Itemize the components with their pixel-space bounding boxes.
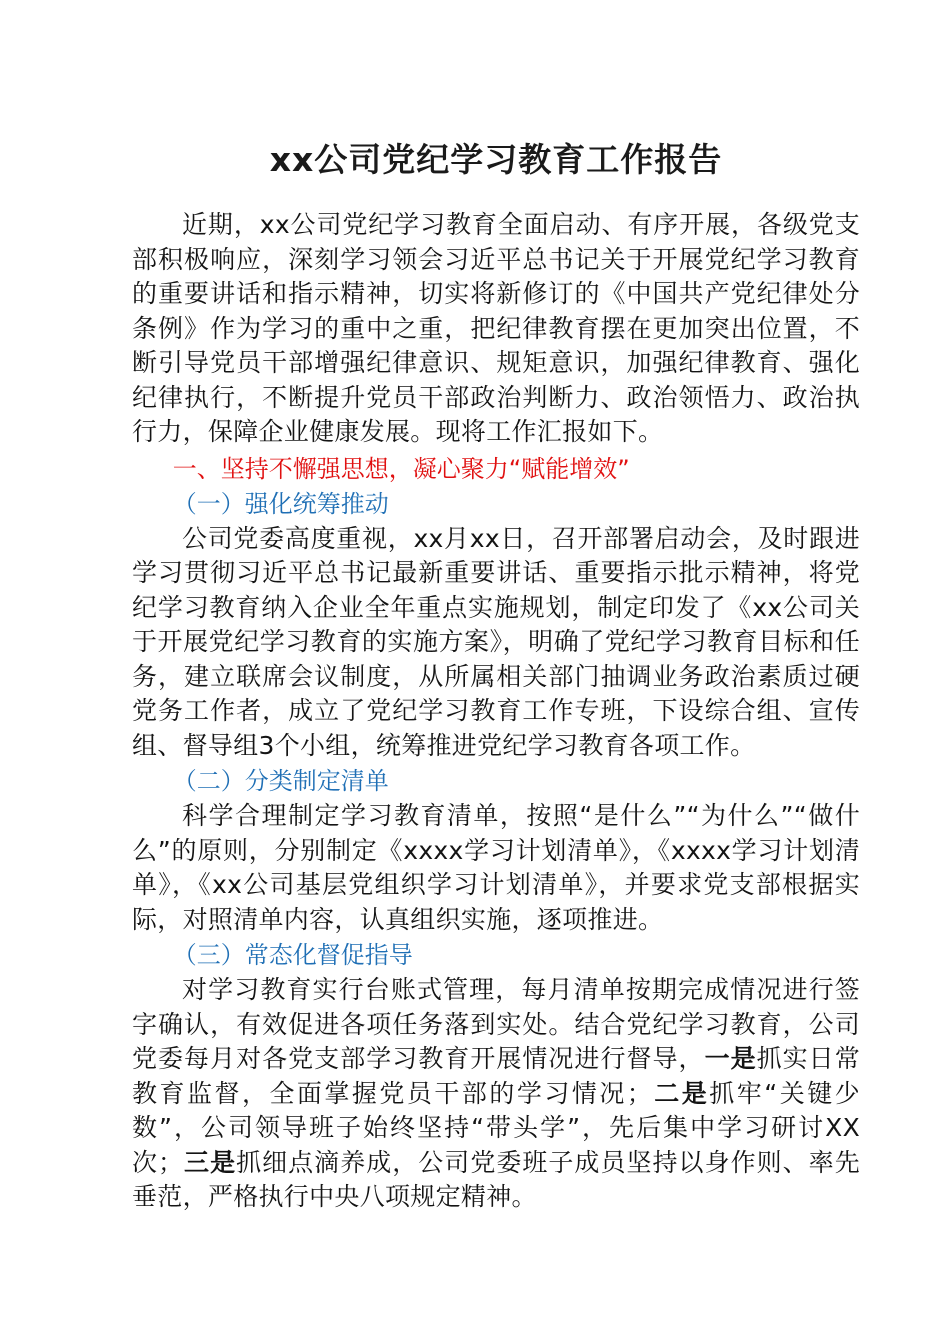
intro-paragraph: 近期，xx公司党纪学习教育全面启动、有序开展，各级党支部积极响应，深刻学习领会习近平总书记关于开展党纪学习教育的重要讲话和指示精神，切实将新修订的《中国共产党纪律处分条例》作为学习的重中之重，把纪律教育摆在更加突出位置，不断引导党员干部增强纪律意识、规矩意识，加强纪律教育、强化纪律执行，不断提升党员干部政治判断力、政治领悟力、政治执行力，保障企业健康发展。现将工作汇报如下。	[132, 210, 860, 446]
subsection-heading-2: （二）分类制定清单	[172, 767, 389, 795]
body-text-segment: 抓细点滴养成，公司党委班子成员坚持以身作则、率先垂范，严格执行中央八项规定精神。	[132, 1147, 860, 1211]
body-text-segment: 对学习教育实行台账式管理，每月清单按期完成情况进行签字确认，有效促进各项任务落到实处。结合党纪学习教育，公司党委每月对各党支部学习教育开展情况进行督导，	[132, 975, 860, 1073]
section-heading-1: 一、坚持不懈强思想，凝心聚力“赋能增效”	[172, 454, 630, 483]
document-title: xx公司党纪学习教育工作报告	[269, 140, 723, 179]
subsection-body-1: 公司党委高度重视，xx月xx日，召开部署启动会，及时跟进学习贯彻习近平总书记最新重要讲话、重要指示批示精神，将党纪学习教育纳入企业全年重点实施规划，制定印发了《xx公司关于开展党纪学习教育的实施方案》，明确了党纪学习教育目标和任务，建立联席会议制度，从所属相关部门抽调业务政治素质过硬党务工作者，成立了党纪学习教育工作专班，下设综合组、宣传组、督导组3个小组，统筹推进党纪学习教育各项工作。	[132, 523, 860, 760]
body-text-segment: 抓实日常教育监督，全面掌握党员干部的学习情况；	[132, 1044, 861, 1108]
subsection-body-3	[132, 973, 860, 1215]
bold-keyword: 三是	[183, 1147, 237, 1177]
subsection-body-2: 科学合理制定学习教育清单，按照“是什么”“为什么”“做什么”的原则，分别制定《xxxx学习计划清单》，《xxxx学习计划清单》，《xx公司基层党组织学习计划清单》，并要求党支部根据实际，对照清单内容，认真组织实施，逐项推进。	[132, 801, 860, 934]
bold-keyword: 二是	[652, 1078, 710, 1108]
subsection-heading-1: （一）强化统筹推动	[172, 489, 389, 518]
bold-keyword: 一是	[704, 1044, 757, 1073]
body-text-segment: 抓牢“关键少数”，公司领导班子始终坚持“带头学”，先后集中学习研讨XX次；	[132, 1078, 860, 1177]
document-content	[132, 138, 860, 1215]
subsection-heading-3: （三）常态化督促指导	[172, 941, 413, 969]
